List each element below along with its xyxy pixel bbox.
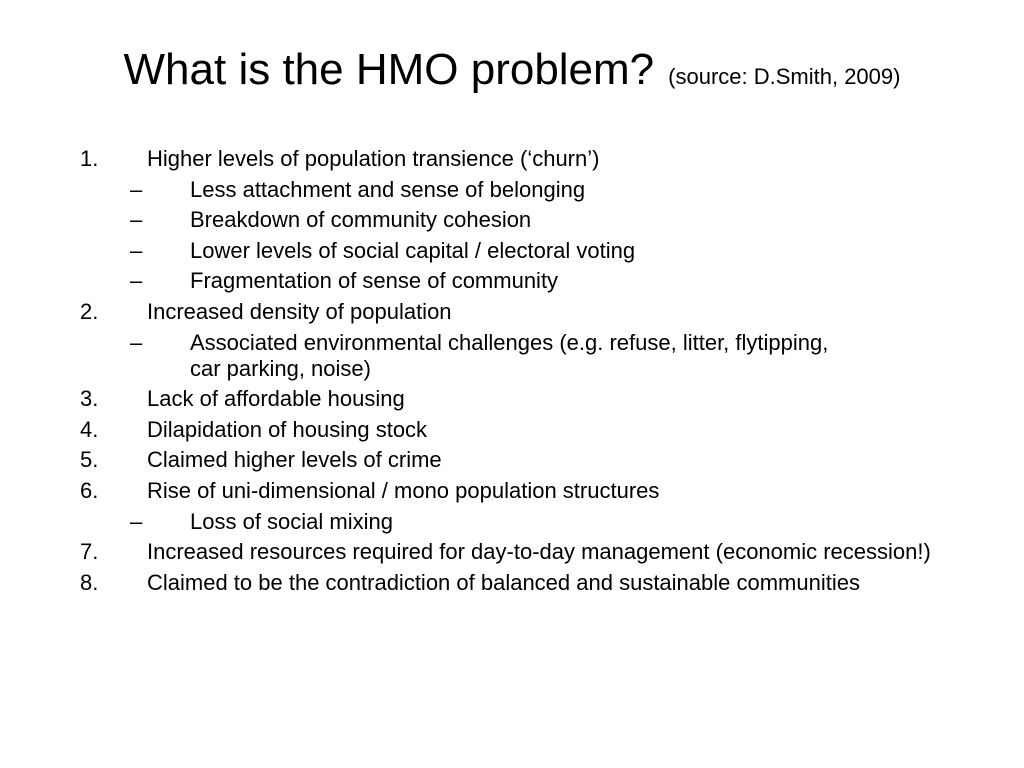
- list-marker: 2.: [80, 298, 99, 324]
- list-item-text: Dilapidation of housing stock: [147, 416, 428, 442]
- list-item-text: Claimed higher levels of crime: [147, 447, 442, 473]
- list-item: [0, 539, 1024, 565]
- list-item: [0, 447, 1024, 473]
- list-subitem: [0, 238, 1024, 264]
- list-subitem: [0, 509, 1024, 535]
- list-item: [0, 386, 1024, 412]
- list-item-text: Fragmentation of sense of community: [190, 268, 559, 294]
- slide-title: [0, 45, 1024, 94]
- list-item: [0, 570, 1024, 596]
- list-marker: 8.: [80, 569, 99, 595]
- list-item-text: Increased density of population: [147, 298, 452, 324]
- list-marker: 3.: [80, 386, 99, 412]
- list-item-text: Increased resources required for day-to-day management (economic recession!): [147, 539, 931, 565]
- list-item-text: Lack of affordable housing: [147, 386, 405, 412]
- list-marker: –: [130, 329, 143, 355]
- list-marker: –: [130, 176, 143, 202]
- list-marker: 5.: [80, 447, 99, 473]
- list-subitem: [0, 177, 1024, 203]
- list-subitem: [0, 330, 1024, 382]
- list-item: [0, 417, 1024, 443]
- title-text: What is the HMO problem?: [123, 45, 655, 94]
- list-item-text: Claimed to be the contradiction of balanced and sustainable communities: [147, 569, 860, 595]
- list-marker: 1.: [80, 146, 99, 171]
- list-marker: –: [130, 508, 143, 534]
- list-item-text: Loss of social mixing: [190, 508, 393, 534]
- list-marker: –: [130, 268, 143, 294]
- list-item-text: Less attachment and sense of belonging: [190, 176, 586, 202]
- list-marker: 7.: [80, 539, 99, 565]
- title-source: (source: D.Smith, 2009): [668, 64, 901, 89]
- list-item-text: Higher levels of population transience (‘churn’): [147, 146, 600, 171]
- list-marker: –: [130, 207, 143, 233]
- list-marker: –: [130, 237, 143, 263]
- bullet-list: [0, 146, 1024, 600]
- list-marker: 4.: [80, 416, 99, 442]
- list-item: [0, 299, 1024, 325]
- list-item-text: Associated environmental challenges (e.g. refuse, litter, flytipping, car parking, noise): [190, 329, 829, 381]
- list-subitem: [0, 207, 1024, 233]
- list-marker: 6.: [80, 477, 99, 503]
- list-item: [0, 478, 1024, 504]
- list-item-text: Lower levels of social capital / electoral voting: [190, 237, 636, 263]
- list-subitem: [0, 268, 1024, 294]
- list-item: [0, 146, 1024, 172]
- list-item-text: Breakdown of community cohesion: [190, 207, 532, 233]
- list-item-text: Rise of uni-dimensional / mono population structures: [147, 477, 660, 503]
